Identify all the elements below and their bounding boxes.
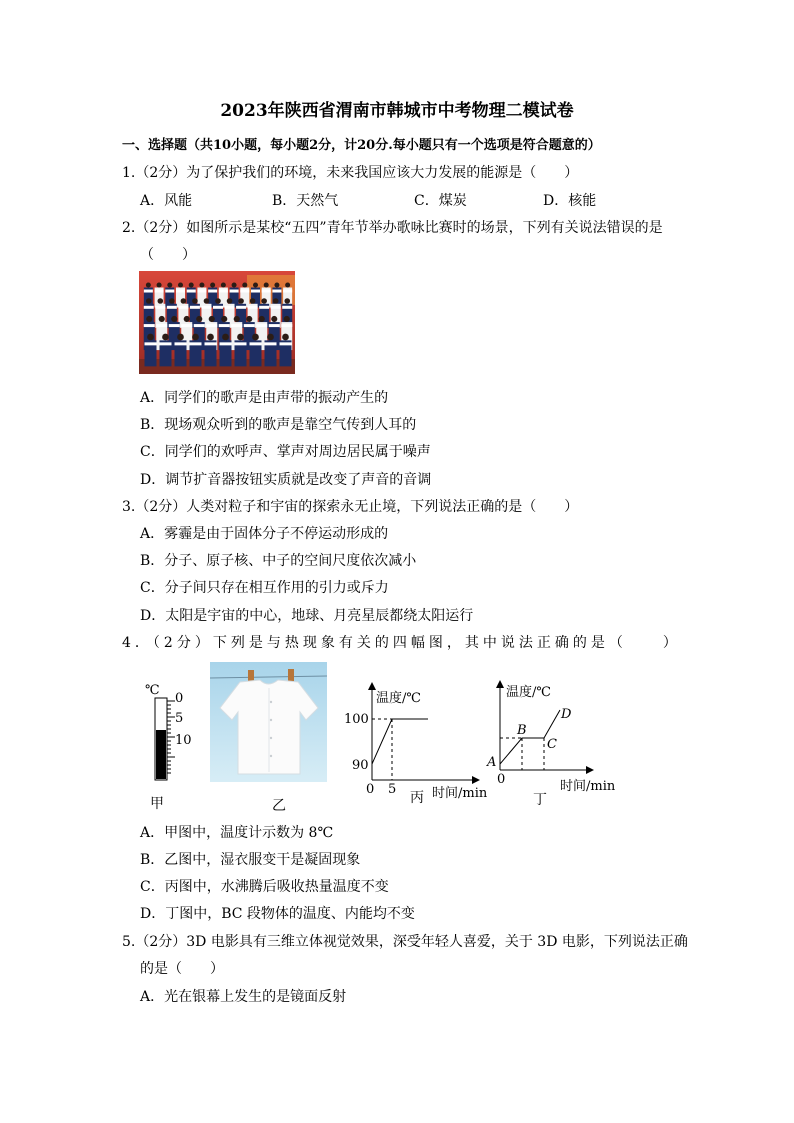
choir-member-head	[169, 298, 175, 304]
choir-member-head	[253, 282, 258, 287]
choir-member-collar	[280, 342, 292, 345]
choir-member-collar	[272, 290, 281, 293]
choir-member-collar	[219, 290, 228, 293]
melting-point-d: D	[561, 707, 572, 722]
choir-member-collar	[230, 290, 239, 293]
choir-member-collar	[160, 342, 172, 345]
choir-member-collar	[206, 324, 217, 327]
choir-member-head	[178, 282, 183, 287]
melting-point-c: C	[547, 737, 557, 752]
choir-member-collar	[197, 290, 206, 293]
choir-member-collar	[187, 290, 196, 293]
choir-member-head	[177, 334, 184, 341]
question-5-stem-line1: 5.（2分）3D 电影具有三维立体视觉效果，深受年轻人喜爱，关于 3D 电影，下列说法正确	[122, 934, 688, 950]
choir-member-collar	[225, 306, 235, 309]
choir-member-head	[222, 334, 229, 341]
melting-graph	[480, 678, 626, 812]
choir-member-head	[192, 334, 199, 341]
question-2-stem-line1: 2.（2分）如图所示是某校“五四”青年节举办歌咏比赛时的场景，下列有关说法错误的是	[122, 220, 663, 236]
q4-option-a: A．甲图中，温度计示数为 8℃	[140, 825, 334, 841]
choir-member-collar	[169, 324, 180, 327]
choir-member-head	[159, 316, 165, 322]
choir-member-collar	[259, 306, 269, 309]
q5-option-a: A．光在银幕上发生的是镜面反射	[140, 989, 347, 1005]
choir-member-collar	[262, 290, 271, 293]
section-heading: 一、选择题（共10小题，每小题2分，计20分.每小题只有一个选项是符合题意的）	[122, 138, 601, 153]
choir-member-head	[284, 298, 290, 304]
choir-member-collar	[181, 324, 192, 327]
q1-option-d: D．核能	[543, 193, 597, 209]
choir-member-collar	[231, 324, 242, 327]
q4-option-d: D．丁图中，BC 段物体的温度、内能均不变	[140, 906, 415, 922]
choir-member-head	[221, 282, 226, 287]
choir-member-head	[189, 282, 194, 287]
choir-member-head	[282, 334, 289, 341]
choir-member-collar	[165, 290, 174, 293]
choir-member-collar	[236, 306, 246, 309]
choir-member-collar	[283, 290, 292, 293]
boiling-graph-ytick-100: 100	[344, 712, 369, 727]
choir-member-head	[184, 316, 190, 322]
choir-member-head	[204, 298, 210, 304]
melting-graph-ylabel: 温度/℃	[506, 685, 551, 700]
figure-bing-caption: 丙	[410, 790, 424, 806]
choir-member-head	[242, 282, 247, 287]
choir-member-head	[261, 298, 267, 304]
choir-member-head	[232, 282, 237, 287]
choir-member-collar	[205, 342, 217, 345]
boiling-graph-ytick-90: 90	[352, 758, 369, 773]
boiling-graph-xtick-5: 5	[388, 782, 397, 797]
q2-option-b: B．现场观众听到的歌声是靠空气传到人耳的	[140, 417, 417, 433]
choir-member-head	[284, 316, 290, 322]
choir-member-collar	[271, 306, 281, 309]
choir-member-collar	[213, 306, 223, 309]
choir-member-collar	[219, 324, 230, 327]
choir-member-head	[192, 298, 198, 304]
choir-member-head	[273, 298, 279, 304]
choir-member-head	[207, 334, 214, 341]
choir-member-collar	[190, 342, 202, 345]
choir-member-collar	[194, 324, 205, 327]
choir-member-collar	[144, 306, 154, 309]
choir-member-collar	[256, 324, 267, 327]
figure-ding-caption: 丁	[533, 792, 547, 808]
choir-member-head	[158, 298, 164, 304]
choir-member-head	[171, 316, 177, 322]
question-5-stem-line2: 的是（ ）	[140, 961, 224, 977]
page-title: 2023年陕西省渭南市韩城市中考物理二模试卷	[220, 101, 574, 121]
q4-option-c: C．丙图中，水沸腾后吸收热量温度不变	[140, 879, 389, 895]
choir-member-head	[285, 282, 290, 287]
choir-member-collar	[145, 342, 157, 345]
melting-point-a: A	[487, 755, 497, 770]
choir-stage-photo	[139, 271, 295, 374]
choir-member-head	[181, 298, 187, 304]
melting-graph-xlabel: 时间/min	[560, 779, 616, 794]
melting-point-b: B	[517, 723, 527, 738]
choir-member-head	[227, 298, 233, 304]
q4-option-b: B．乙图中，湿衣服变干是凝固现象	[140, 852, 361, 868]
choir-member-head	[162, 334, 169, 341]
choir-member-collar	[155, 290, 164, 293]
choir-member-collar	[144, 324, 155, 327]
wet-shirt-photo	[210, 662, 327, 782]
choir-member-head	[146, 298, 152, 304]
choir-member-head	[250, 298, 256, 304]
boiling-graph	[340, 680, 500, 812]
choir-member-head	[267, 334, 274, 341]
figure-jia-caption: 甲	[150, 796, 164, 812]
choir-member-collar	[250, 342, 262, 345]
choir-member-head	[238, 298, 244, 304]
choir-member-collar	[144, 290, 153, 293]
choir-member-head	[215, 298, 221, 304]
choir-member-collar	[220, 342, 232, 345]
choir-member-collar	[251, 290, 260, 293]
choir-member-collar	[235, 342, 247, 345]
choir-member-head	[221, 316, 227, 322]
choir-member-head	[147, 334, 154, 341]
choir-member-head	[167, 282, 172, 287]
choir-member-collar	[167, 306, 177, 309]
choir-member-collar	[240, 290, 249, 293]
boiling-graph-xtick-0: 0	[366, 782, 375, 797]
thermometer-tick-5: 5	[175, 711, 184, 726]
q1-option-b: B．天然气	[272, 193, 339, 209]
question-3-stem: 3.（2分）人类对粒子和宇宙的探索永无止境，下列说法正确的是（ ）	[122, 499, 579, 515]
thermometer-unit: ℃	[145, 683, 160, 698]
thermometer-figure	[135, 680, 205, 812]
choir-member-collar	[281, 324, 292, 327]
thermometer-tick-10: 10	[175, 733, 192, 748]
thermometer-tick-0: 0	[175, 691, 184, 706]
question-1-stem: 1.（2分）为了保护我们的环境，未来我国应该大力发展的能源是（ ）	[122, 165, 579, 181]
choir-member-head	[264, 282, 269, 287]
choir-member-head	[146, 282, 151, 287]
choir-member-collar	[176, 290, 185, 293]
choir-member-head	[259, 316, 265, 322]
q2-option-d: D．调节扩音器按钮实质就是改变了声音的音调	[140, 472, 432, 488]
q2-option-a: A．同学们的歌声是由声带的振动产生的	[140, 390, 389, 406]
q3-option-d: D．太阳是宇宙的中心，地球、月亮星辰都绕太阳运行	[140, 608, 474, 624]
q1-option-c: C．煤炭	[414, 193, 467, 209]
choir-member-collar	[265, 342, 277, 345]
boiling-graph-xlabel: 时间/min	[432, 786, 488, 801]
q3-option-b: B．分子、原子核、中子的空间尺度依次减小	[140, 553, 417, 569]
choir-member-head	[271, 316, 277, 322]
melting-graph-origin: 0	[497, 772, 506, 787]
choir-member-collar	[156, 324, 167, 327]
boiling-graph-ylabel: 温度/℃	[376, 691, 421, 706]
figure-yi-caption: 乙	[272, 798, 286, 814]
choir-member-collar	[178, 306, 188, 309]
choir-member-head	[246, 316, 252, 322]
q2-option-c: C．同学们的欢呼声、掌声对周边居民属于噪声	[140, 444, 431, 460]
choir-member-head	[274, 282, 279, 287]
q1-option-a: A．风能	[140, 193, 193, 209]
choir-member-head	[199, 282, 204, 287]
choir-member-head	[234, 316, 240, 322]
choir-member-head	[237, 334, 244, 341]
choir-member-collar	[190, 306, 200, 309]
choir-member-collar	[208, 290, 217, 293]
choir-member-collar	[269, 324, 280, 327]
choir-member-head	[196, 316, 202, 322]
question-4-stem: 4．（2分）下列是与热现象有关的四幅图，其中说法正确的是（ ）	[122, 635, 681, 651]
choir-member-collar	[155, 306, 165, 309]
choir-member-head	[210, 282, 215, 287]
choir-member-collar	[282, 306, 292, 309]
choir-member-head	[157, 282, 162, 287]
choir-member-collar	[201, 306, 211, 309]
question-2-stem-line2: （ ）	[140, 247, 196, 263]
choir-member-head	[252, 334, 259, 341]
choir-member-collar	[244, 324, 255, 327]
choir-member-collar	[248, 306, 258, 309]
choir-member-head	[209, 316, 215, 322]
q3-option-c: C．分子间只存在相互作用的引力或斥力	[140, 580, 389, 596]
q3-option-a: A．雾霾是由于固体分子不停运动形成的	[140, 526, 389, 542]
choir-member-collar	[175, 342, 187, 345]
choir-member-head	[146, 316, 152, 322]
